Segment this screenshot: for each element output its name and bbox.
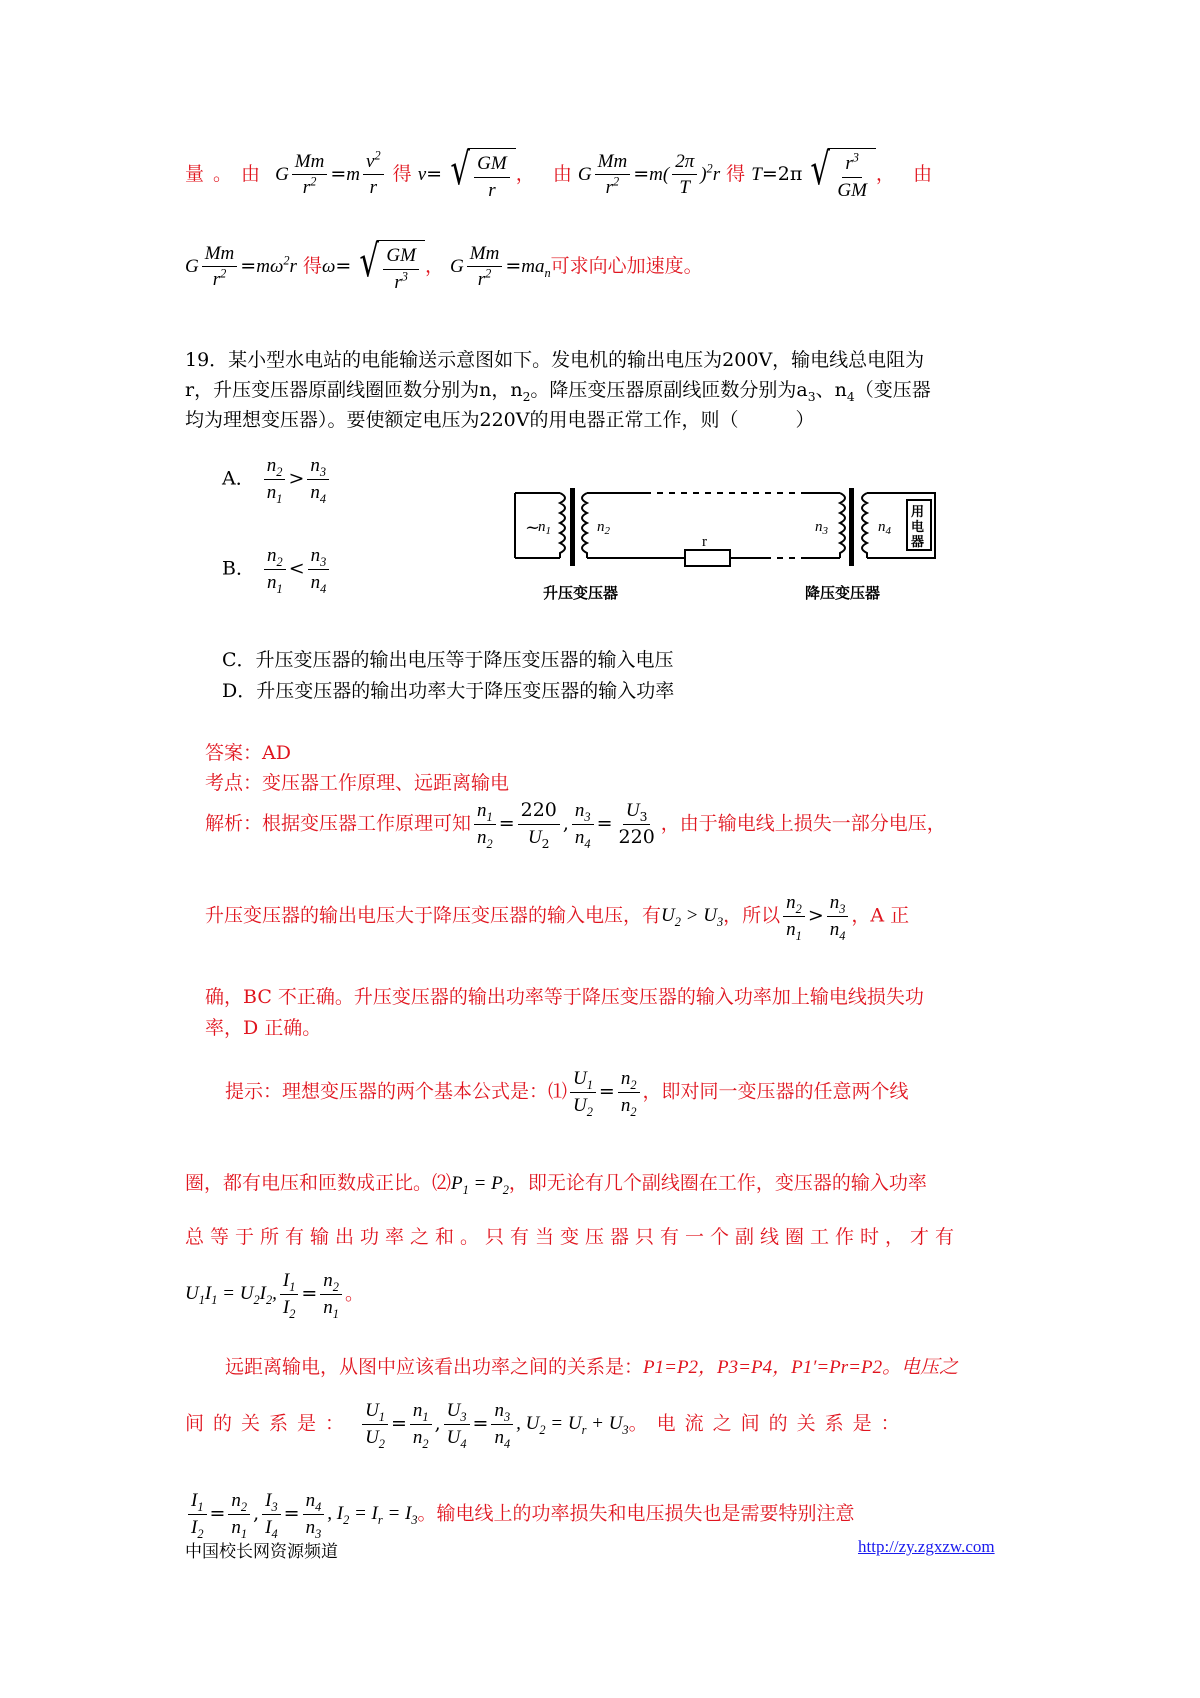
you-text: 由	[552, 162, 572, 185]
remote-line-3: $\frac{I_1}{I_2}$ = $\frac{n_2}{n_1}$ , $\frac{I_3}{I_4}$ = $\frac{n_4}{n_3}$ , $I_2 = I_r = I_3$。输电线上的功率损失和电压损失也是需要特别注意	[185, 1490, 855, 1539]
hint-line-1: 提示：理想变压器的两个基本公式是：⑴ $\frac{U_1}{U_2}$ = $\frac{n_2}{n_2}$ ，即对同一变压器的任意两个线	[225, 1068, 909, 1119]
option-c: C．升压变压器的输出电压等于降压变压器的输入电压	[222, 649, 674, 671]
analysis-line-2: 升压变压器的输出电压大于降压变压器的输入电压，有$U_2 > U_3$，所以 $\frac{n_2}{n_1}$ > $\frac{n_3}{n_4}$ ，A 正	[205, 892, 910, 943]
svg-text:升压变压器: 升压变压器	[543, 584, 619, 602]
point-line: 考点：变压器工作原理、远距离输电	[205, 772, 510, 794]
remote-line-1: 远距离输电，从图中应该看出功率之间的关系是：P1=P2，P3=P4，P1′=Pr=P2。电压之	[225, 1356, 959, 1378]
svg-text:电: 电	[911, 520, 925, 535]
option-b: B． $\frac{n_2}{n_1}$ < $\frac{n_3}{n_4}$	[222, 545, 332, 594]
svg-text:n3: $n_3$	[815, 519, 828, 537]
question-line-1: 19．某小型水电站的电能输送示意图如下。发电机的输出电压为200V，输电线总电阻为	[185, 349, 925, 371]
svg-text:n2: $n_2$	[597, 519, 610, 537]
question-line-3: 均为理想变压器）。要使额定电压为220V的用电器正常工作，则（ ）	[185, 409, 815, 431]
hint-line-2: 圈，都有电压和匝数成正比。$⑵P_1 = P_2$，即无论有几个副线圈在工作，变压器的输入功率	[185, 1172, 927, 1197]
hint-line-3: 总等于所有输出功率之和。只有当变压器只有一个副线圈工作时，才有	[185, 1226, 961, 1248]
remote-line-2: 间的关系是： $\frac{U_1}{U_2}$ = $\frac{n_1}{n_2}$ , $\frac{U_3}{U_4}$ = $\frac{n_3}{n_4}$ , $U_2 = U_r + U_3$。电流之间的关系是：	[185, 1400, 909, 1451]
question-line-2: r，升压变压器原副线圈匝数分别为n，$n_2$。降压变压器原副线匝数分别为$a_3$、$n_4$（变压器	[185, 379, 931, 404]
prefix-text: 量。由	[185, 162, 270, 185]
formula-line-2: G $\frac{Mm}{r^2}$ $=m\omega^2r$ 得ω= √ $\frac{GM}{r^3}$ ， G $\frac{Mm}{r^2}$ $=ma_n$可求向心加速度。	[185, 236, 703, 293]
option-a: A． $\frac{n_2}{n_1}$ > $\frac{n_3}{n_4}$	[222, 455, 332, 504]
svg-text:r: r	[702, 534, 707, 550]
svg-text:n1: $n_1$	[538, 519, 551, 537]
analysis-line-1: 解析：根据变压器工作原理可知 $\frac{n_1}{n_2}$ = $\frac{220}{U_2}$ , $\frac{n_3}{n_4}$ = $\frac{U_3}{220}$ ，由于输电线上损失一部分电压，	[205, 799, 946, 851]
svg-text:器: 器	[911, 535, 925, 550]
svg-text:n4: $n_4$	[878, 519, 891, 537]
svg-text:降压变压器: 降压变压器	[805, 584, 881, 602]
de-text-2: 得	[726, 162, 746, 185]
analysis-line-4: 率，D 正确。	[205, 1017, 322, 1039]
hint-line-4: $U_1I_1 = U_2I_2$, $\frac{I_1}{I_2}$ = $\frac{n_2}{n_1}$ 。	[185, 1270, 364, 1321]
svg-text:~: ~	[525, 517, 541, 538]
option-d: D．升压变压器的输出功率大于降压变压器的输入功率	[222, 680, 675, 702]
formula-line-1: 量。由 G $\frac{Mm}{r^2}$ =m $\frac{v^2}{r}$ 得 v= √ $\frac{GM}{r}$ ， 由 G $\frac{Mm}{r^2}$ =m( $\frac{2\pi}{T}$ )$^2$r 得 T=2π √ $\frac{r^3}{GM}$ ， 由	[185, 144, 933, 201]
footer-link[interactable]: http://zy.zgxzw.com	[858, 1537, 995, 1556]
answer-line: 答案：AD	[205, 742, 291, 764]
de-text-1: 得	[392, 162, 412, 185]
svg-text:用: 用	[911, 505, 925, 520]
transmission-diagram	[505, 478, 975, 613]
footer-site-name: 中国校长网资源频道	[185, 1542, 338, 1562]
analysis-line-3: 确，BC 不正确。升压变压器的输出功率等于降压变压器的输入功率加上输电线损失功	[205, 986, 924, 1008]
